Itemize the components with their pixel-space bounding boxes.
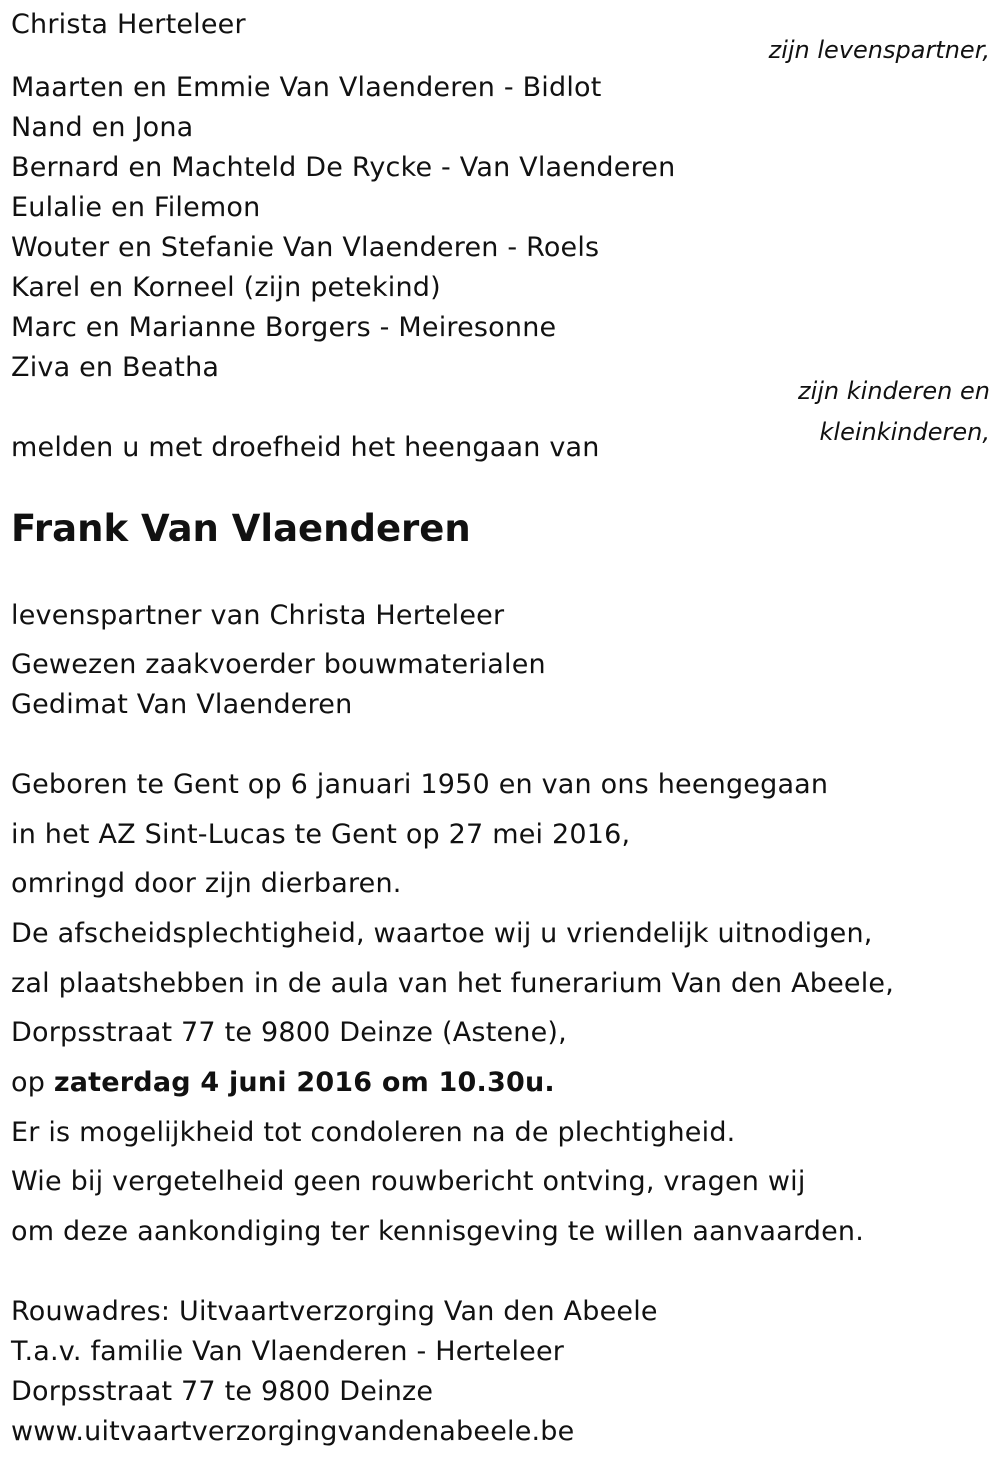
occupation-line2: Gedimat Van Vlaenderen [11,689,353,720]
body-line: Wie bij vergetelheid geen rouwbericht ontving, vragen wij [11,1166,806,1197]
list-item: Bernard en Machteld De Rycke - Van Vlaenderen [11,152,676,183]
list-item: Maarten en Emmie Van Vlaenderen - Bidlot [11,72,602,103]
body-line: om deze aankondiging ter kennisgeving te willen aanvaarden. [11,1216,864,1247]
partner-name: Christa Herteleer [11,9,246,40]
list-item: Karel en Korneel (zijn petekind) [11,272,441,303]
address-line: Rouwadres: Uitvaartverzorging Van den Abeele [11,1296,658,1327]
deceased-name: Frank Van Vlaenderen [11,507,471,550]
announcement: melden u met droefheid het heengaan van [11,432,600,463]
body-line: Er is mogelijkheid tot condoleren na de plechtigheid. [11,1117,736,1148]
children-role-line2: kleinkinderen, [819,418,990,446]
partner-role: zijn levenspartner, [768,36,990,64]
ceremony-date-line [11,1066,555,1100]
body-line: in het AZ Sint-Lucas te Gent op 27 mei 2016, [11,819,631,850]
list-item: Eulalie en Filemon [11,192,261,223]
body-line: zal plaatshebben in de aula van het funerarium Van den Abeele, [11,968,894,999]
deceased-relation: levenspartner van Christa Herteleer [11,600,505,631]
body-line: De afscheidsplechtigheid, waartoe wij u vriendelijk uitnodigen, [11,918,873,949]
occupation-line1: Gewezen zaakvoerder bouwmaterialen [11,649,546,680]
ceremony-date: zaterdag 4 juni 2016 om 10.30u. [53,1067,555,1098]
address-line: T.a.v. familie Van Vlaenderen - Herteleer [11,1336,565,1367]
children-role-line1: zijn kinderen en [798,377,990,405]
body-line: Geboren te Gent op 6 januari 1950 en van ons heengegaan [11,769,829,800]
list-item: Ziva en Beatha [11,352,220,383]
list-item: Wouter en Stefanie Van Vlaenderen - Roels [11,232,600,263]
list-item: Nand en Jona [11,112,194,143]
date-prefix: op [11,1067,54,1098]
list-item: Marc en Marianne Borgers - Meiresonne [11,312,557,343]
website-link[interactable]: www.uitvaartverzorgingvandenabeele.be [11,1416,575,1447]
body-line: omringd door zijn dierbaren. [11,868,402,899]
body-line: Dorpsstraat 77 te 9800 Deinze (Astene), [11,1017,567,1048]
address-line: Dorpsstraat 77 te 9800 Deinze [11,1376,434,1407]
